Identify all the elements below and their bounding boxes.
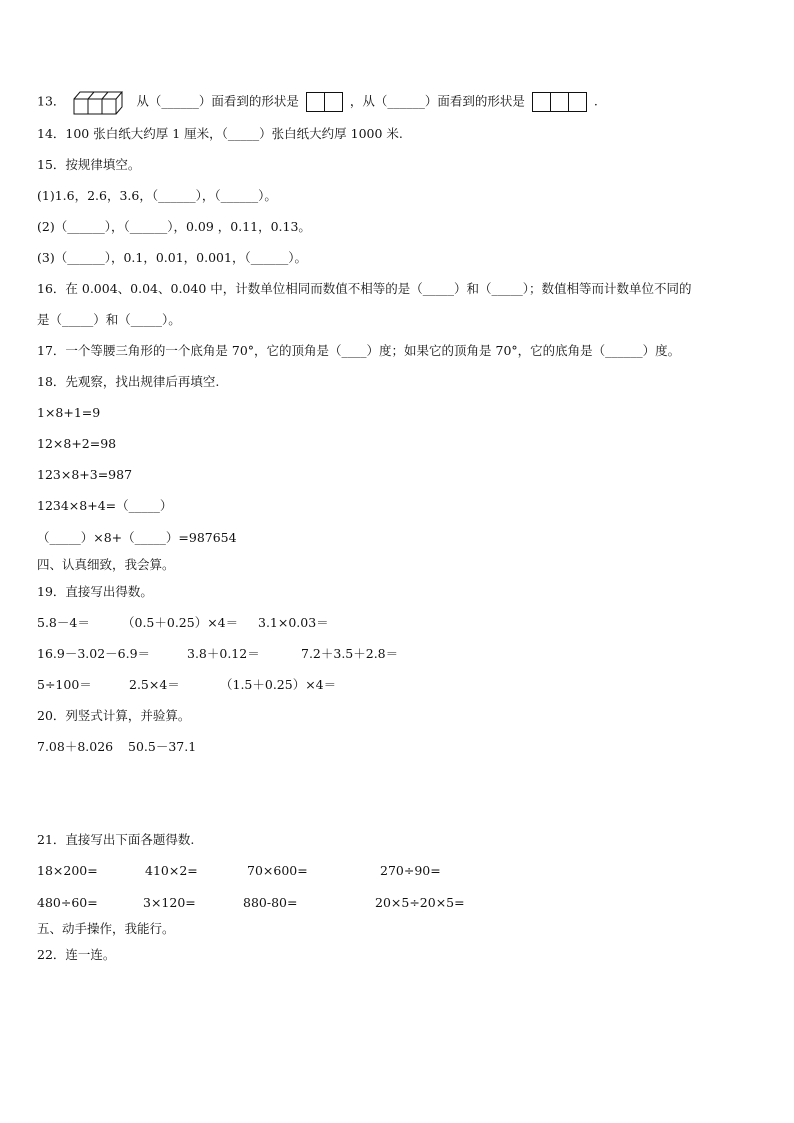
q18-line-3: 123×8+3=987 bbox=[37, 467, 133, 482]
front-view-shape bbox=[307, 92, 343, 112]
calc-item: 16.9－3.02－6.9＝ bbox=[37, 646, 151, 661]
q15-line-2: (2)（______），（______），0.09 ，0.11，0.13。 bbox=[37, 219, 311, 234]
q13-text-3: . bbox=[593, 93, 598, 109]
q20-row bbox=[37, 739, 196, 755]
calc-item: 7.08＋8.026 bbox=[37, 739, 114, 754]
section-4-heading: 四、认真细致，我会算。 bbox=[37, 557, 175, 572]
q17-line: 17．一个等腰三角形的一个底角是 70°，它的顶角是（____）度；如果它的顶角是 70°，它的底角是（______）度。 bbox=[37, 343, 681, 358]
cube-stack-figure bbox=[73, 89, 129, 115]
calc-item: 3.8＋0.12＝ bbox=[187, 646, 260, 661]
q20-title: 20．列竖式计算，并验算。 bbox=[37, 708, 191, 723]
q15-line-1: (1)1.6，2.6，3.6，（______），（______）。 bbox=[37, 188, 277, 203]
q19-row-2 bbox=[37, 646, 398, 662]
calc-item: 20×5÷20×5= bbox=[375, 895, 465, 910]
calc-item: 480÷60= bbox=[37, 895, 98, 910]
calc-item: （0.5＋0.25）×4＝ bbox=[122, 615, 239, 630]
calc-item: 270÷90= bbox=[380, 863, 441, 878]
q18-title: 18．先观察，找出规律后再填空. bbox=[37, 374, 220, 389]
q15-title: 15．按规律填空。 bbox=[37, 157, 141, 172]
q21-row-1 bbox=[37, 863, 441, 879]
q13-text-2: ，从（______）面看到的形状是 bbox=[349, 93, 525, 109]
q18-line-5: （_____）×8+（_____）=987654 bbox=[37, 530, 237, 545]
q18-line-1: 1×8+1=9 bbox=[37, 405, 101, 420]
q19-row-1 bbox=[37, 615, 329, 631]
calc-item: 18×200= bbox=[37, 863, 98, 878]
calc-item: 50.5－37.1 bbox=[128, 739, 197, 754]
top-view-shape bbox=[533, 92, 587, 112]
calc-item: 5.8－4＝ bbox=[37, 615, 90, 630]
q19-title: 19．直接写出得数。 bbox=[37, 584, 153, 599]
q21-title: 21．直接写出下面各题得数. bbox=[37, 832, 195, 847]
calc-item: 5÷100＝ bbox=[37, 677, 92, 692]
calc-item: 3.1×0.03＝ bbox=[258, 615, 329, 630]
calc-item: 3×120= bbox=[143, 895, 196, 910]
q21-row-2 bbox=[37, 895, 465, 911]
q22-title: 22．连一连。 bbox=[37, 947, 116, 962]
calc-item: 70×600= bbox=[247, 863, 308, 878]
q13-line bbox=[37, 89, 598, 115]
calc-item: 2.5×4＝ bbox=[129, 677, 180, 692]
calc-item: 410×2= bbox=[145, 863, 198, 878]
calc-item: 880-80= bbox=[243, 895, 298, 910]
calc-item: 7.2＋3.5＋2.8＝ bbox=[301, 646, 399, 661]
q18-line-4: 1234×8+4=（_____） bbox=[37, 498, 173, 513]
q13-text-1: 从（______）面看到的形状是 bbox=[136, 93, 299, 109]
q14-line: 14．100 张白纸大约厚 1 厘米，（_____）张白纸大约厚 1000 米. bbox=[37, 126, 403, 141]
calc-item: （1.5＋0.25）×4＝ bbox=[220, 677, 337, 692]
q18-line-2: 12×8+2=98 bbox=[37, 436, 117, 451]
q15-line-3: (3)（______），0.1，0.01，0.001，（______）。 bbox=[37, 250, 307, 265]
q16-line-2: 是（_____）和（_____）。 bbox=[37, 312, 181, 327]
q19-row-3 bbox=[37, 677, 336, 693]
section-5-heading: 五、动手操作，我能行。 bbox=[37, 921, 175, 936]
q13-number: 13． bbox=[37, 93, 66, 109]
q16-line-1: 16．在 0.004、0.04、0.040 中，计数单位相同而数值不相等的是（_____）和（_____）；数值相等而计数单位不同的 bbox=[37, 281, 692, 296]
